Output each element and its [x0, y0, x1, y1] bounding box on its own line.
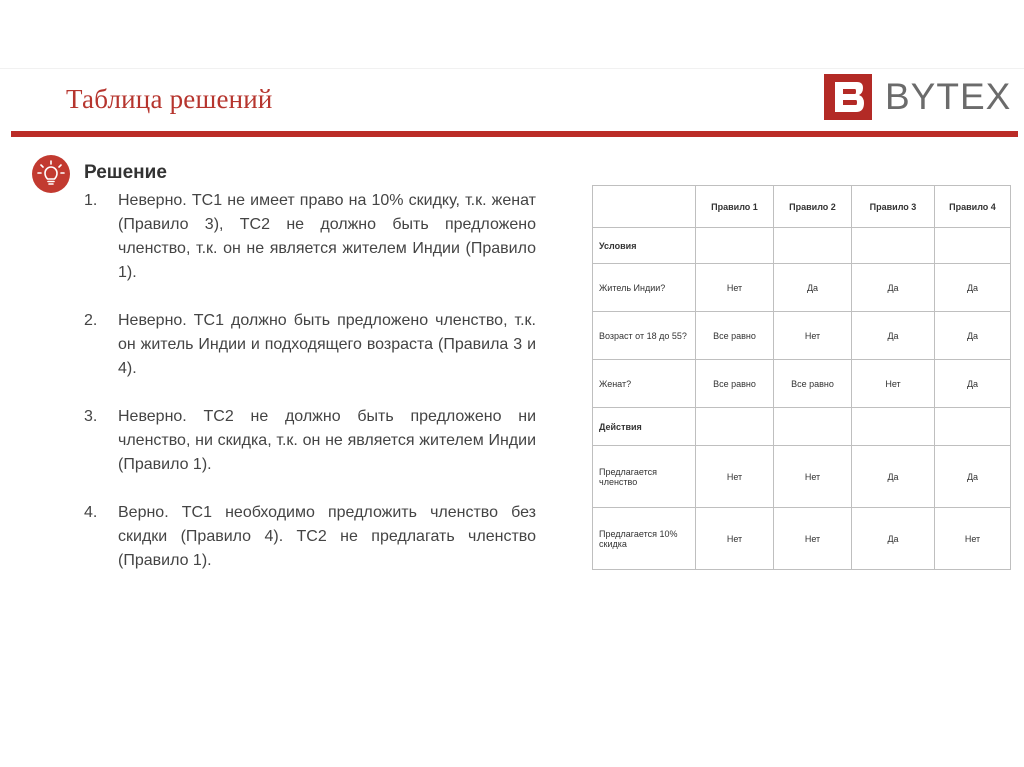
- table-cell: Нет: [696, 508, 774, 570]
- list-item-number: 1.: [84, 192, 98, 209]
- table-cell: Все равно: [696, 312, 774, 360]
- column-header: Правило 1: [696, 186, 774, 228]
- table-row: [593, 264, 1011, 312]
- slide-title: Таблица решений: [66, 84, 273, 114]
- list-item: [84, 405, 536, 477]
- table-cell: Да: [774, 264, 852, 312]
- table-cell: Да: [935, 312, 1011, 360]
- table-cell: Да: [852, 264, 935, 312]
- section-label: Условия: [593, 228, 696, 264]
- table-cell: Да: [935, 446, 1011, 508]
- section-row: [593, 408, 1011, 446]
- row-label: Житель Индии?: [593, 264, 696, 312]
- list-item-text: Неверно. ТС1 должно быть предложено членство, т.к. он житель Индии и подходящего возраста (Правила 3 и 4).: [118, 312, 536, 377]
- table-cell: Нет: [774, 446, 852, 508]
- table-corner-cell: [593, 186, 696, 228]
- table-cell: Нет: [696, 446, 774, 508]
- table-cell: [774, 228, 852, 264]
- table-header-row: [593, 186, 1011, 228]
- table-cell: Да: [852, 508, 935, 570]
- table-cell: Все равно: [774, 360, 852, 408]
- row-label: Женат?: [593, 360, 696, 408]
- table-cell: [935, 228, 1011, 264]
- row-label: Возраст от 18 до 55?: [593, 312, 696, 360]
- table-cell: [774, 408, 852, 446]
- table-cell: Да: [935, 264, 1011, 312]
- table-row: [593, 508, 1011, 570]
- table-cell: Да: [935, 360, 1011, 408]
- table-cell: Да: [852, 312, 935, 360]
- table-cell: Да: [852, 446, 935, 508]
- list-item: [84, 501, 536, 573]
- list-item-number: 3.: [84, 408, 98, 425]
- list-item: [84, 309, 536, 381]
- list-item-text: Неверно. ТС2 не должно быть предложено ни членство, ни скидка, т.к. он не является жителем Индии (Правило 1).: [118, 408, 536, 473]
- table-row: [593, 312, 1011, 360]
- section-label: Действия: [593, 408, 696, 446]
- table-cell: Нет: [774, 508, 852, 570]
- column-header: Правило 3: [852, 186, 935, 228]
- decision-table: [592, 185, 1011, 570]
- logo-text: BYTEX: [885, 76, 1012, 117]
- table-cell: [852, 228, 935, 264]
- logo-mark-icon: [824, 74, 872, 120]
- table-cell: Нет: [852, 360, 935, 408]
- table-cell: [935, 408, 1011, 446]
- table-cell: Нет: [696, 264, 774, 312]
- header-divider: [11, 131, 1018, 137]
- section-heading: Решение: [84, 162, 167, 183]
- table-cell: Все равно: [696, 360, 774, 408]
- table-cell: Нет: [774, 312, 852, 360]
- section-row: [593, 228, 1011, 264]
- table-cell: [696, 228, 774, 264]
- table-cell: [696, 408, 774, 446]
- row-label: Предлагается 10% скидка: [593, 508, 696, 570]
- list-item-text: Верно. ТС1 необходимо предложить членство без скидки (Правило 4). ТС2 не предлагать членство (Правило 1).: [118, 504, 536, 569]
- solutions-list: [84, 189, 536, 573]
- list-item: [84, 189, 536, 285]
- column-header: Правило 4: [935, 186, 1011, 228]
- table-cell: [852, 408, 935, 446]
- table-cell: Нет: [935, 508, 1011, 570]
- lightbulb-icon: [32, 155, 70, 193]
- list-item-number: 4.: [84, 504, 98, 521]
- table-row: [593, 360, 1011, 408]
- table-row: [593, 446, 1011, 508]
- row-label: Предлагается членство: [593, 446, 696, 508]
- column-header: Правило 2: [774, 186, 852, 228]
- page-bottom-margin: [0, 695, 1024, 767]
- list-item-text: Неверно. ТС1 не имеет право на 10% скидку, т.к. женат (Правило 3), ТС2 не должно быть предложено членство, т.к. он не является жителем Индии (Правило 1).: [118, 192, 536, 281]
- bytex-logo: [824, 74, 1011, 120]
- list-item-number: 2.: [84, 312, 98, 329]
